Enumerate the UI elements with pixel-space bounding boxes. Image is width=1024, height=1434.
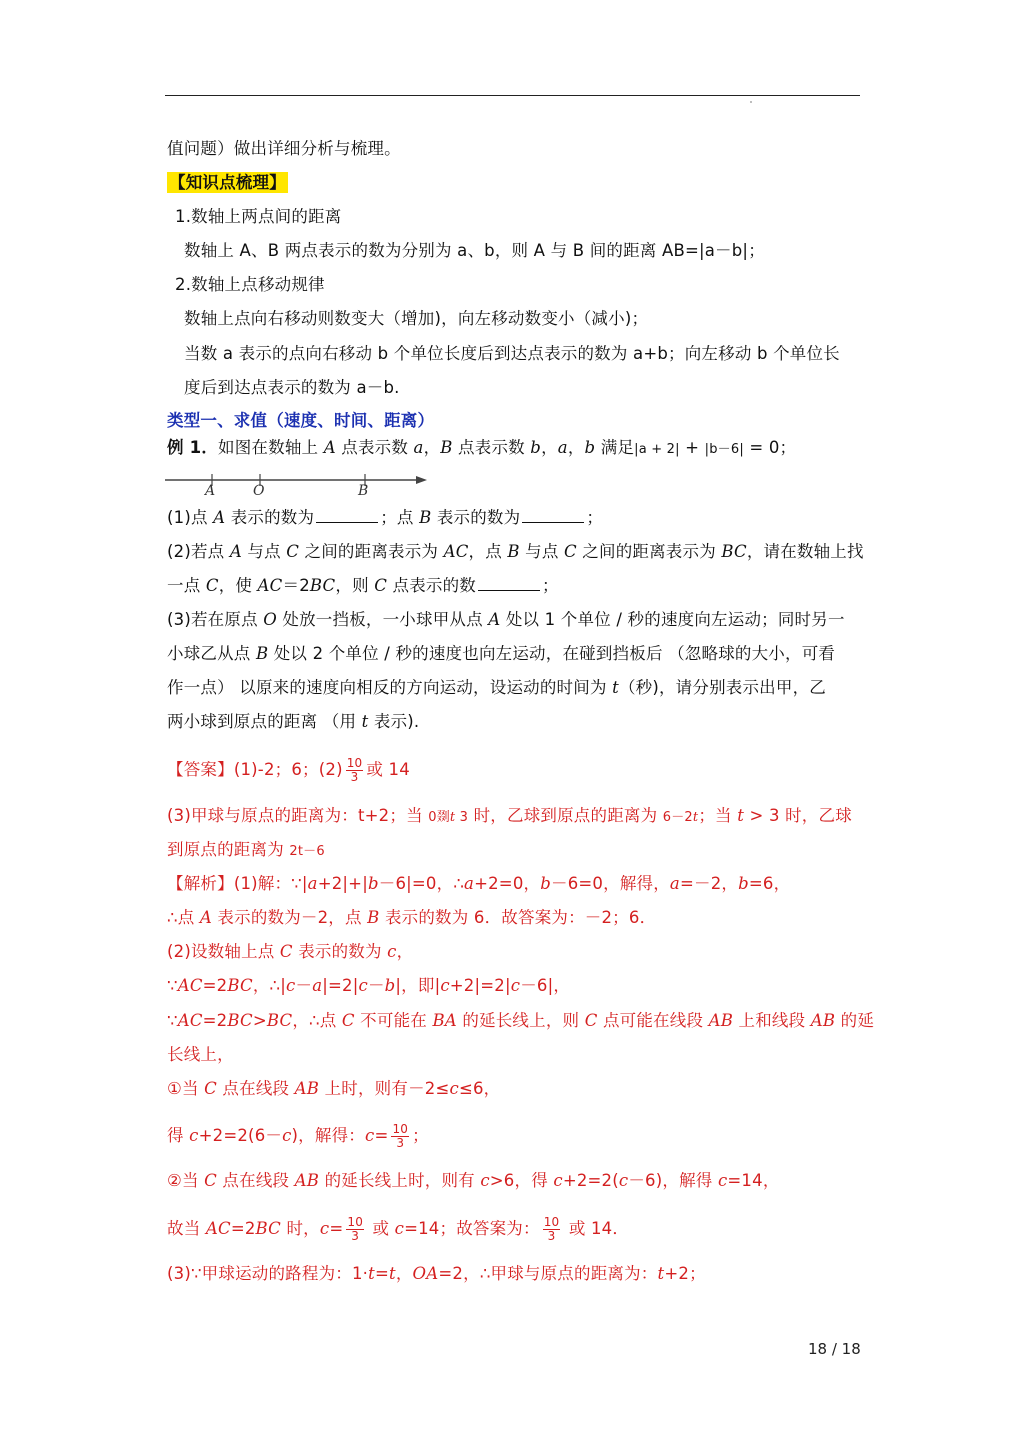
text: = [374, 1264, 389, 1283]
abs-a: |a + 2| [634, 442, 680, 457]
denominator: 3 [350, 770, 359, 784]
analysis-line-6: 长线上， [167, 1045, 234, 1064]
var: c [553, 1171, 563, 1190]
var: t [692, 810, 699, 825]
var: a [307, 874, 318, 893]
var: c [394, 1219, 405, 1238]
var: AB [708, 1011, 734, 1030]
var: c [449, 1079, 459, 1098]
text: 表示的数为－2，点 [211, 908, 368, 927]
k1-body: 数轴上 A、B 两点表示的数为分别为 a、b，则 A 与 B 间的距离 AB=|a－b|； [184, 241, 765, 260]
text: 表示的数为 [431, 508, 521, 527]
text: ，则 [335, 576, 375, 595]
var: O [263, 610, 277, 629]
text: ， [396, 942, 414, 961]
text: ， [567, 438, 585, 457]
k1-title: 1.数轴上两点间的距离 [175, 207, 342, 226]
var: c [717, 1171, 728, 1190]
text: +2|=2| [449, 976, 511, 995]
text: ∵ [167, 1011, 178, 1030]
fraction [391, 1123, 409, 1150]
var: c [480, 1171, 490, 1190]
example-1-line [167, 437, 796, 461]
fraction [543, 1216, 561, 1243]
numerator: 10 [346, 756, 363, 770]
text: 6－2 [662, 810, 693, 825]
text: 到原点的距离为 [167, 840, 290, 859]
var: c [440, 976, 450, 995]
text: － [295, 976, 313, 995]
var: a [669, 874, 680, 893]
var: BC [266, 1011, 293, 1030]
arrow-head-icon [416, 476, 427, 484]
fraction [346, 757, 364, 784]
text: ∴点 [167, 908, 200, 927]
text: =－2， [679, 874, 739, 893]
text: 上时，则有－2≤ [319, 1079, 450, 1098]
text: 的延长线上时，则有 [319, 1171, 481, 1190]
text: 时， [281, 1219, 320, 1238]
text: +2=0， [474, 874, 541, 893]
text: =14， [727, 1171, 780, 1190]
var: AB [294, 1079, 320, 1098]
var: A [229, 542, 242, 561]
var: C [205, 576, 219, 595]
text: +2=2( [562, 1171, 619, 1190]
text: 表示). [368, 712, 420, 731]
var: B [507, 542, 520, 561]
text: =2 [230, 1219, 256, 1238]
var: c [282, 1126, 292, 1145]
answer-blank [522, 508, 584, 523]
var: c [618, 1171, 629, 1190]
var: t [361, 712, 369, 731]
text: 或 14 [366, 760, 410, 779]
var: b [530, 438, 542, 457]
text: 两小球到原点的距离 （用 [167, 712, 362, 731]
knowledge-header-label: 【知识点梳理】 [169, 173, 286, 192]
var: A [323, 438, 336, 457]
header-rule [165, 95, 860, 96]
text: 点在线段 [216, 1171, 295, 1190]
answer-3-line-1 [167, 805, 852, 829]
var: C [341, 1011, 355, 1030]
text: = [374, 1126, 389, 1145]
label-o: O [253, 483, 265, 499]
text: ，点 [468, 542, 508, 561]
text: (2)若点 [167, 542, 230, 561]
k2-body-3: 度后到达点表示的数为 a－b. [184, 378, 400, 397]
var: BA [432, 1011, 457, 1030]
var: AC [177, 1011, 203, 1030]
analysis-line-4 [167, 975, 570, 997]
analysis-line-11 [167, 1263, 706, 1285]
k2-body-2: 当数 a 表示的点向右移动 b 个单位长度后到达点表示的数为 a+b；向左移动 b 个单位长 [184, 344, 840, 363]
equals-zero: = 0； [743, 438, 797, 457]
var: AB [810, 1011, 836, 1030]
question-3-line-4 [167, 711, 419, 733]
text: 处放一挡板，一小球甲从点 [276, 610, 489, 629]
text: ；当 [698, 806, 738, 825]
answer-line [167, 757, 410, 784]
text: ②当 [167, 1171, 205, 1190]
var: c [319, 1219, 330, 1238]
text: ， [423, 438, 441, 457]
var: c [358, 976, 368, 995]
type1-title: 类型一、求值（速度、时间、距离） [167, 411, 435, 430]
answer-blank [316, 508, 378, 523]
var: AC [257, 576, 283, 595]
text: ；点 [380, 508, 420, 527]
text: 表示的数为 [225, 508, 315, 527]
var: c [189, 1126, 199, 1145]
text: 表示的数为 6．故答案为：－2；6． [379, 908, 657, 927]
text: （秒)，请分别表示出甲，乙 [618, 678, 826, 697]
text: 得 [167, 1126, 190, 1145]
var: C [564, 542, 577, 561]
analysis-label: 【解析】 [167, 874, 234, 893]
text: =14；故答案为： [404, 1219, 540, 1238]
text: (1)点 [167, 508, 214, 527]
text: > [252, 1011, 267, 1030]
fraction [346, 1216, 364, 1243]
text: 与点 [241, 542, 287, 561]
var: OA [412, 1264, 439, 1283]
text: |=2| [322, 976, 359, 995]
text: =2 [202, 976, 228, 995]
intro-tail: 值问题）做出详细分析与梳理。 [167, 139, 401, 158]
var: a [312, 976, 323, 995]
text: 表示的数为 [292, 942, 388, 961]
text: 上和线段 [733, 1011, 811, 1030]
k2-title: 2.数轴上点移动规律 [175, 275, 325, 294]
analysis-line-7 [167, 1078, 500, 1100]
numerator: 10 [347, 1215, 364, 1229]
var: B [255, 644, 269, 663]
text: = [329, 1219, 344, 1238]
var: B [440, 438, 453, 457]
text: 之间的距离表示为 [299, 542, 444, 561]
example-label: 例 1． [167, 438, 219, 457]
text: －6)，解得 [628, 1171, 718, 1190]
text: －6|， [520, 976, 571, 995]
text: =2，∴甲球与原点的距离为： [438, 1264, 658, 1283]
text: (3)∵甲球运动的路程为：1· [167, 1264, 369, 1283]
var: a [557, 438, 568, 457]
text: 作一点） 以原来的速度向相反的方向运动，设运动的时间为 [167, 678, 613, 697]
text: 与点 [519, 542, 565, 561]
analysis-line-10 [167, 1216, 629, 1243]
text: 小球乙从点 [167, 644, 256, 663]
text: 满足 [595, 438, 635, 457]
question-3-line-1 [167, 609, 845, 631]
var: t [737, 806, 745, 825]
text: 的延长线上，则 [456, 1011, 585, 1030]
text: ①当 [167, 1079, 205, 1098]
text: 之间的距离表示为 [576, 542, 722, 561]
text: －6|=0，∴ [378, 874, 465, 893]
text: =2 [202, 1011, 228, 1030]
text: － [367, 976, 385, 995]
k2-body-1: 数轴上点向右移动则数变大（增加)，向左移动数变小（减小)； [184, 309, 649, 328]
text: 3 [455, 810, 469, 825]
var: C [204, 1079, 217, 1098]
text: (3)若在原点 [167, 610, 264, 629]
text: 点可能在线段 [597, 1011, 709, 1030]
question-3-line-2 [167, 643, 835, 665]
analysis-line-5 [167, 1010, 874, 1032]
var: a [413, 438, 424, 457]
var: b [540, 874, 551, 893]
analysis-line-3 [167, 941, 413, 963]
var: C [374, 576, 388, 595]
text: 不可能在 [354, 1011, 433, 1030]
analysis-line-9 [167, 1170, 780, 1192]
text: 点在线段 [216, 1079, 295, 1098]
text: 点表示数 [452, 438, 531, 457]
var: t [449, 810, 456, 825]
text: ， [395, 1264, 413, 1283]
numerator: 10 [392, 1122, 409, 1136]
denominator: 3 [547, 1229, 556, 1243]
text: ； [542, 576, 559, 595]
text: 如图在数轴上 [218, 438, 324, 457]
var: c [510, 976, 521, 995]
text: t+2；当 [357, 806, 429, 825]
question-1 [167, 507, 603, 529]
var: c [387, 942, 397, 961]
text: －6=0，解得， [551, 874, 670, 893]
question-3-line-3 [167, 677, 826, 699]
text: (2)设数轴上点 [167, 942, 280, 961]
text: ＝2 [282, 576, 310, 595]
text: ， [541, 438, 558, 457]
knowledge-header [167, 172, 288, 194]
answer-blank [478, 576, 540, 591]
var: AC [443, 542, 469, 561]
text: )，解得： [291, 1126, 365, 1145]
var: c [364, 1126, 375, 1145]
text: =6， [748, 874, 791, 893]
var: b [367, 874, 379, 893]
var: C [584, 1011, 598, 1030]
var: BC [721, 542, 747, 561]
header-dot [750, 101, 752, 103]
var: b [384, 976, 396, 995]
var: B [419, 508, 432, 527]
var: AB [294, 1171, 320, 1190]
var: t [612, 678, 619, 697]
var: AC [177, 976, 203, 995]
text: 2t－6 [289, 844, 325, 859]
question-2-line-1 [167, 541, 864, 563]
text: 的延 [835, 1011, 875, 1030]
text: ∵ [167, 976, 178, 995]
text: 一点 [167, 576, 206, 595]
text: (3)甲球与原点的距离为： [167, 806, 358, 825]
text: 故当 [167, 1219, 206, 1238]
text: ； [586, 508, 604, 527]
analysis-line-2 [167, 907, 656, 929]
answer-label: 【答案】 [167, 760, 234, 779]
var: c [286, 976, 296, 995]
question-2-line-2 [167, 575, 559, 597]
text: >6，得 [489, 1171, 554, 1190]
var: BC [255, 1219, 282, 1238]
number-line-figure [165, 466, 435, 500]
text: ，请在数轴上找 [746, 542, 864, 561]
text: (1)-2；6；(2) [233, 760, 343, 779]
var: a [464, 874, 475, 893]
answer-3-line-2 [167, 839, 325, 863]
denominator: 3 [396, 1136, 405, 1150]
numerator: 10 [543, 1215, 560, 1229]
text: 点表示的数 [387, 576, 477, 595]
page-number: 18 / 18 [808, 1340, 861, 1358]
text: ，∴点 [292, 1011, 342, 1030]
var: BC [227, 976, 253, 995]
var: b [584, 438, 596, 457]
text: +2； [664, 1264, 706, 1283]
var: t [657, 1264, 665, 1283]
text: 时，乙球到原点的距离为 [468, 806, 663, 825]
var: BC [227, 1011, 253, 1030]
analysis-line-1 [167, 873, 790, 895]
text: ≤6， [458, 1079, 501, 1098]
var: A [199, 908, 212, 927]
var: BC [309, 576, 336, 595]
text: 处以 2 个单位 / 秒的速度也向左运动，在碰到挡板后 （忽略球的大小，可看 [268, 644, 836, 663]
abs-b: |b－6| [704, 442, 744, 457]
var: t [368, 1264, 375, 1283]
denominator: 3 [351, 1229, 360, 1243]
text: ； [412, 1126, 429, 1145]
text: 处以 1 个单位 / 秒的速度向左运动；同时另一 [500, 610, 845, 629]
text: 点表示数 [335, 438, 414, 457]
text: +2|+| [317, 874, 368, 893]
var: A [488, 610, 501, 629]
text: ，使 [218, 576, 258, 595]
text: |，即| [395, 976, 441, 995]
text: 或 [367, 1219, 395, 1238]
plus: + [679, 438, 705, 457]
var: b [738, 874, 749, 893]
text: 或 14． [563, 1219, 630, 1238]
text: +2=2(6－ [198, 1126, 283, 1145]
text: > 3 时，乙球 [744, 806, 852, 825]
var: C [204, 1171, 217, 1190]
var: B [367, 908, 380, 927]
var: C [286, 542, 300, 561]
var: C [279, 942, 293, 961]
var: AC [205, 1219, 231, 1238]
var: A [213, 508, 226, 527]
label-b: B [358, 483, 369, 499]
text: (1)解：∵| [233, 874, 308, 893]
text: ，∴| [252, 976, 287, 995]
analysis-line-8 [167, 1123, 429, 1150]
var: t [389, 1264, 396, 1283]
text: 0剟 [428, 810, 450, 825]
label-a: A [205, 483, 216, 499]
